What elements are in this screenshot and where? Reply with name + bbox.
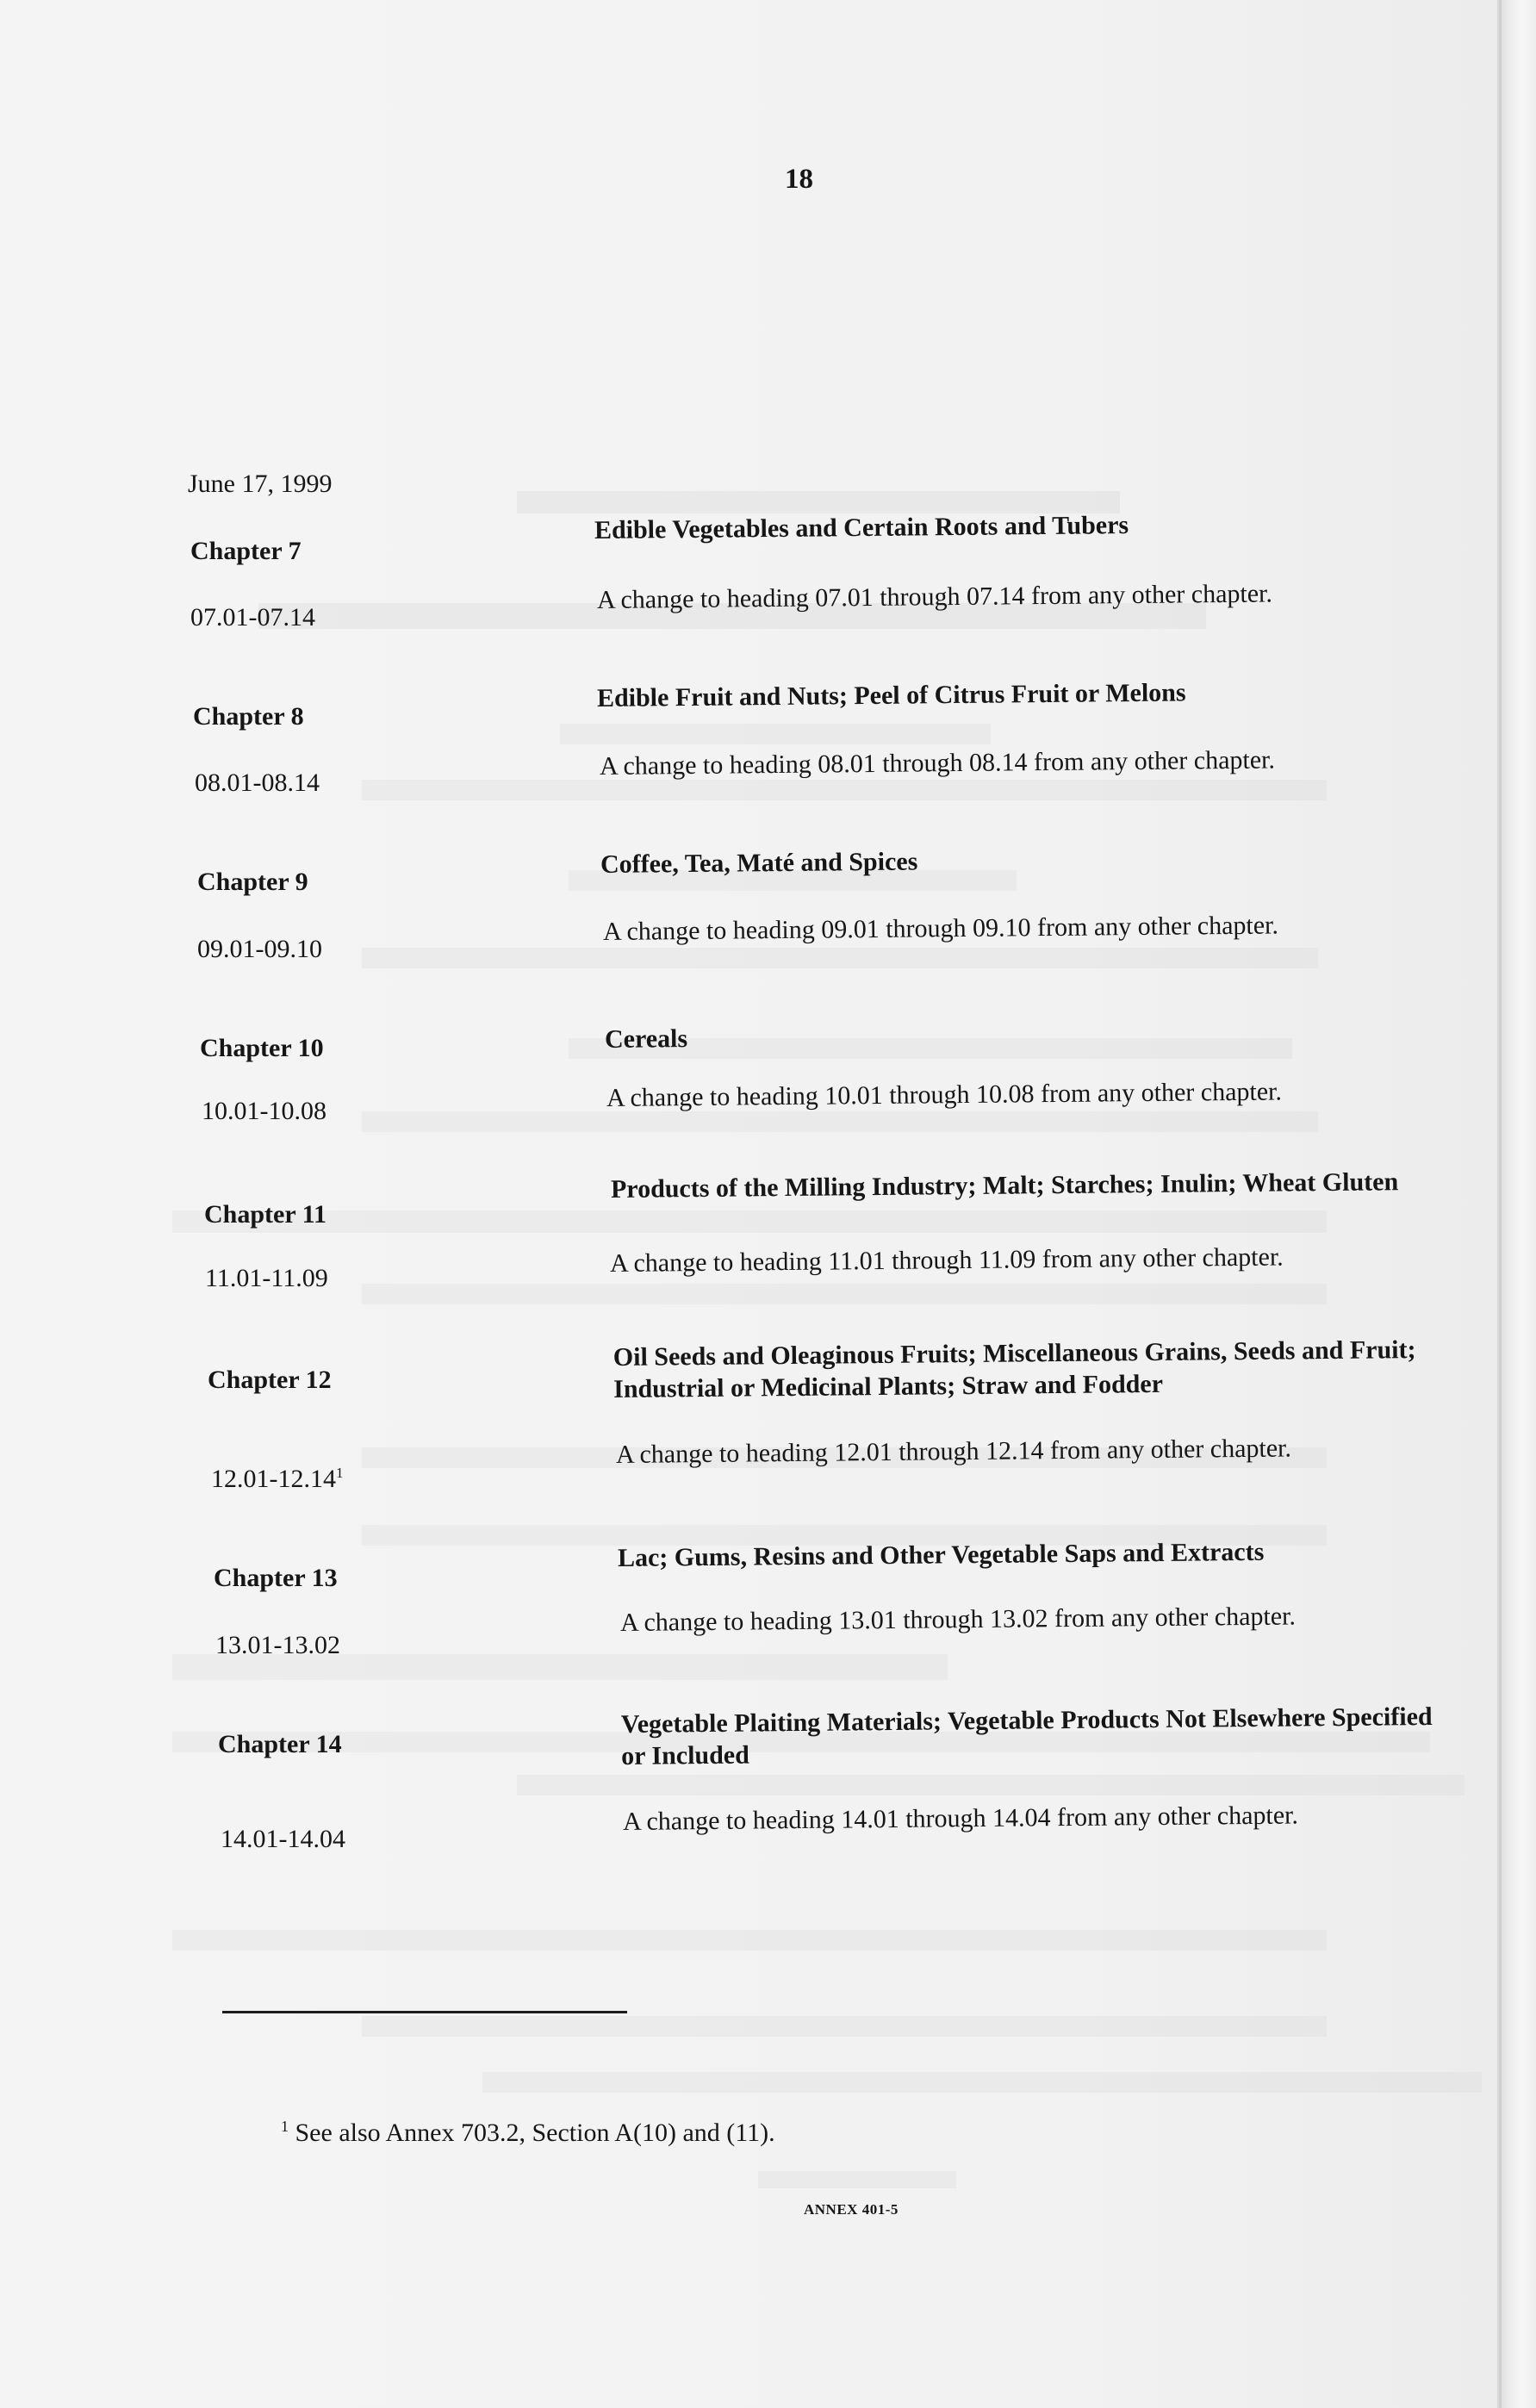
page-number: 18	[785, 164, 813, 195]
chapter-title: Products of the Milling Industry; Malt; Starches; Inulin; Wheat Gluten	[610, 1167, 1399, 1204]
rule-text: A change to heading 07.01 through 07.14 from any other chapter.	[596, 579, 1273, 614]
page-edge-line	[1499, 0, 1502, 2408]
page-edge-shadow	[1497, 0, 1536, 2408]
chapter-title: Lac; Gums, Resins and Other Vegetable Saps and Extracts	[617, 1537, 1265, 1572]
footnote-separator	[222, 2011, 627, 2013]
heading-range: 09.01-09.10	[197, 935, 322, 963]
chapter-title: Cereals	[604, 1024, 688, 1054]
chapter-title: Vegetable Plaiting Materials; Vegetable Products Not Elsewhere Specified or Included	[620, 1702, 1433, 1770]
chapter-label: Chapter 9	[197, 868, 308, 896]
heading-range: 10.01-10.08	[202, 1097, 326, 1125]
chapter-title: Edible Fruit and Nuts; Peel of Citrus Fruit or Melons	[596, 678, 1186, 712]
chapter-label: Chapter 8	[193, 702, 304, 731]
chapter-label: Chapter 12	[208, 1366, 332, 1394]
chapter-label: Chapter 14	[218, 1730, 342, 1758]
heading-range: 11.01-11.09	[205, 1264, 328, 1292]
footnote-mark: 1	[281, 2118, 289, 2135]
heading-range-with-footnote	[211, 1465, 344, 1494]
chapter-title: Edible Vegetables and Certain Roots and Tubers	[594, 511, 1129, 544]
heading-range: 14.01-14.04	[221, 1825, 345, 1853]
chapter-label: Chapter 10	[200, 1034, 324, 1062]
rule-text: A change to heading 08.01 through 08.14 from any other chapter.	[599, 745, 1276, 781]
chapter-title: Oil Seeds and Oleaginous Fruits; Miscellaneous Grains, Seeds and Fruit; Industrial or Medicinal Plants; Straw and Fodder	[613, 1335, 1416, 1403]
chapter-title: Coffee, Tea, Maté and Spices	[600, 847, 918, 879]
rule-text: A change to heading 11.01 through 11.09 from any other chapter.	[609, 1242, 1284, 1278]
annex-label: ANNEX 401-5	[804, 2201, 899, 2218]
heading-range: 07.01-07.14	[190, 603, 315, 632]
chapter-label: Chapter 11	[204, 1200, 326, 1229]
footnote-text: See also Annex 703.2, Section A(10) and (11).	[295, 2119, 775, 2147]
footnote	[281, 2118, 775, 2148]
document-date: June 17, 1999	[188, 470, 333, 498]
rule-text: A change to heading 14.01 through 14.04 from any other chapter.	[622, 1801, 1299, 1836]
chapter-label: Chapter 7	[190, 537, 302, 565]
rule-text: A change to heading 10.01 through 10.08 from any other chapter.	[606, 1077, 1283, 1112]
rule-text: A change to heading 09.01 through 09.10 from any other chapter.	[602, 911, 1279, 946]
rule-text: A change to heading 13.01 through 13.02 from any other chapter.	[619, 1602, 1297, 1637]
heading-range: 08.01-08.14	[195, 768, 320, 797]
heading-range: 13.01-13.02	[215, 1631, 340, 1659]
footnote-mark: 1	[336, 1465, 344, 1481]
rule-text: A change to heading 12.01 through 12.14 from any other chapter.	[615, 1434, 1292, 1469]
chapter-label: Chapter 13	[214, 1564, 338, 1592]
heading-range: 12.01-12.14	[211, 1465, 336, 1493]
